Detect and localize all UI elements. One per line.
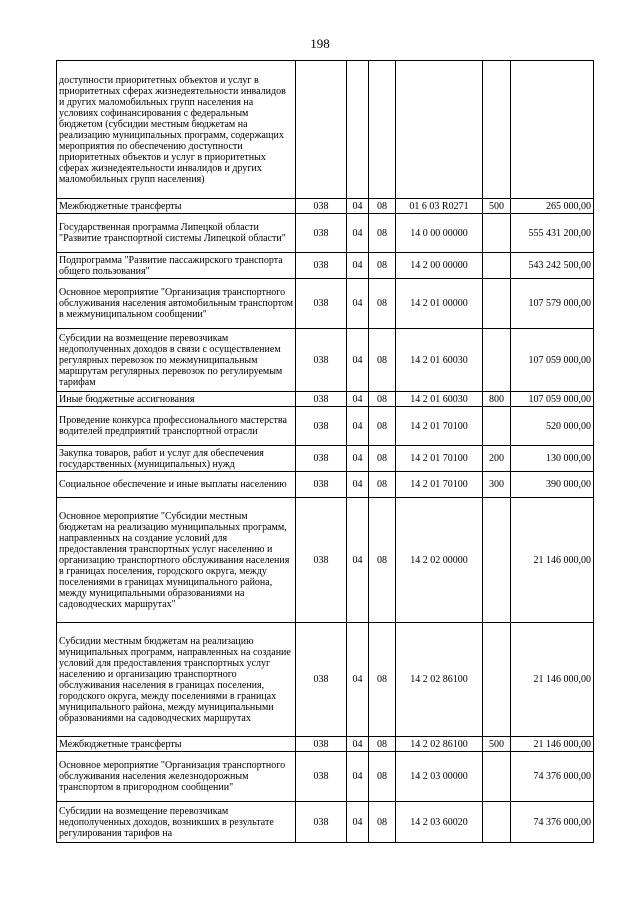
row-amount: 130 000,00 [511, 446, 594, 472]
row-subsection: 08 [369, 214, 396, 253]
row-subsection: 08 [369, 498, 396, 623]
row-section: 04 [347, 498, 369, 623]
row-section: 04 [347, 392, 369, 407]
row-subsection: 08 [369, 279, 396, 329]
row-ministry: 038 [296, 498, 347, 623]
row-ministry: 038 [296, 279, 347, 329]
row-vr: 200 [483, 446, 511, 472]
row-target: 14 2 01 00000 [396, 279, 483, 329]
row-subsection: 08 [369, 199, 396, 214]
row-target [396, 61, 483, 199]
row-vr: 500 [483, 737, 511, 752]
row-vr: 300 [483, 472, 511, 498]
row-section: 04 [347, 329, 369, 392]
row-name: Субсидии на возмещение перевозчикам недополученных доходов в связи с осуществлением регулярных перевозок по межмуниципальным маршрутам регулярных перевозок по регулируемым тарифам [57, 329, 296, 392]
row-amount: 21 146 000,00 [511, 623, 594, 737]
row-subsection: 08 [369, 329, 396, 392]
row-name: Основное мероприятие "Субсидии местным бюджетам на реализацию муниципальных программ, направленных на создание условий для предоставления транспортных услуг населению и организацию транспортного обслуживания населения в границах поселения, городского округа, между поселениями в границах муниципального района, между муниципальными образованиями на садоводческих маршрутах" [57, 498, 296, 623]
row-name: Субсидии местным бюджетам на реализацию муниципальных программ, направленных на создание условий для предоставления транспортных услуг населению и организацию транспортного обслуживания населения в границах поселения, городского округа, между поселениями в границах муниципального района, между муниципальными образованиями на садоводческих маршрутах [57, 623, 296, 737]
row-section: 04 [347, 446, 369, 472]
row-subsection: 08 [369, 407, 396, 446]
row-ministry: 038 [296, 407, 347, 446]
budget-table [56, 60, 594, 843]
row-vr [483, 623, 511, 737]
row-amount: 555 431 200,00 [511, 214, 594, 253]
row-name: Иные бюджетные ассигнования [57, 392, 296, 407]
row-subsection: 08 [369, 472, 396, 498]
row-ministry: 038 [296, 199, 347, 214]
table-row [57, 329, 594, 392]
row-ministry: 038 [296, 472, 347, 498]
row-name: Государственная программа Липецкой области "Развитие транспортной системы Липецкой области" [57, 214, 296, 253]
row-section: 04 [347, 253, 369, 279]
row-section: 04 [347, 214, 369, 253]
row-target: 14 2 02 86100 [396, 623, 483, 737]
row-section: 04 [347, 279, 369, 329]
row-name: Межбюджетные трансферты [57, 199, 296, 214]
table-row [57, 802, 594, 843]
table-row [57, 253, 594, 279]
table-row [57, 392, 594, 407]
table-row [57, 623, 594, 737]
row-target: 14 2 01 70100 [396, 472, 483, 498]
table-row [57, 61, 594, 199]
row-target: 14 2 01 70100 [396, 407, 483, 446]
row-subsection: 08 [369, 737, 396, 752]
row-ministry: 038 [296, 329, 347, 392]
row-subsection: 08 [369, 446, 396, 472]
row-target: 14 2 03 60020 [396, 802, 483, 843]
table-row [57, 407, 594, 446]
table-row [57, 737, 594, 752]
row-vr [483, 279, 511, 329]
row-target: 14 2 03 00000 [396, 752, 483, 802]
row-amount: 520 000,00 [511, 407, 594, 446]
row-amount: 107 059 000,00 [511, 329, 594, 392]
row-subsection: 08 [369, 623, 396, 737]
table-row [57, 472, 594, 498]
table-row [57, 214, 594, 253]
row-target: 14 2 02 86100 [396, 737, 483, 752]
row-target: 14 0 00 00000 [396, 214, 483, 253]
row-target: 14 2 02 00000 [396, 498, 483, 623]
row-ministry: 038 [296, 623, 347, 737]
row-ministry: 038 [296, 737, 347, 752]
row-target: 14 2 01 60030 [396, 392, 483, 407]
row-amount: 21 146 000,00 [511, 737, 594, 752]
row-vr: 500 [483, 199, 511, 214]
row-vr [483, 498, 511, 623]
row-amount: 543 242 500,00 [511, 253, 594, 279]
table-row [57, 752, 594, 802]
row-vr: 800 [483, 392, 511, 407]
row-target: 01 6 03 R0271 [396, 199, 483, 214]
row-vr [483, 61, 511, 199]
table-row [57, 199, 594, 214]
page-number: 198 [310, 36, 330, 51]
row-section: 04 [347, 623, 369, 737]
row-ministry: 038 [296, 446, 347, 472]
row-target: 14 2 00 00000 [396, 253, 483, 279]
row-amount: 107 059 000,00 [511, 392, 594, 407]
row-section: 04 [347, 802, 369, 843]
row-amount: 265 000,00 [511, 199, 594, 214]
row-subsection: 08 [369, 392, 396, 407]
row-name: Закупка товаров, работ и услуг для обеспечения государственных (муниципальных) нужд [57, 446, 296, 472]
row-section: 04 [347, 199, 369, 214]
row-vr [483, 752, 511, 802]
row-section: 04 [347, 472, 369, 498]
row-target: 14 2 01 70100 [396, 446, 483, 472]
table-row [57, 279, 594, 329]
row-vr [483, 802, 511, 843]
row-name: Социальное обеспечение и иные выплаты населению [57, 472, 296, 498]
row-name: Основное мероприятие "Организация транспортного обслуживания населения железнодорожным транспортом в пригородном сообщении" [57, 752, 296, 802]
row-subsection: 08 [369, 752, 396, 802]
row-name: Межбюджетные трансферты [57, 737, 296, 752]
row-ministry: 038 [296, 752, 347, 802]
row-vr [483, 253, 511, 279]
row-ministry: 038 [296, 392, 347, 407]
row-name: Субсидии на возмещение перевозчикам недополученных доходов, возникших в результате регулирования тарифов на [57, 802, 296, 843]
row-section: 04 [347, 407, 369, 446]
row-name: Подпрограмма "Развитие пассажирского транспорта общего пользования" [57, 253, 296, 279]
row-ministry: 038 [296, 253, 347, 279]
table-row [57, 498, 594, 623]
row-amount: 390 000,00 [511, 472, 594, 498]
row-amount: 21 146 000,00 [511, 498, 594, 623]
row-section: 04 [347, 737, 369, 752]
row-amount: 74 376 000,00 [511, 752, 594, 802]
row-ministry: 038 [296, 214, 347, 253]
row-subsection: 08 [369, 253, 396, 279]
row-vr [483, 329, 511, 392]
row-section [347, 61, 369, 199]
row-subsection: 08 [369, 802, 396, 843]
row-name: доступности приоритетных объектов и услуг в приоритетных сферах жизнедеятельности инвалидов и других маломобильных групп населения на условиях софинансирования с федеральным бюджетом (субсидии местным бюджетам на реализацию муниципальных программ, содержащих мероприятия по обеспечению доступности приоритетных объектов и услуг в приоритетных сферах жизнедеятельности инвалидов и других маломобильных групп населения) [57, 61, 296, 199]
row-target: 14 2 01 60030 [396, 329, 483, 392]
row-ministry: 038 [296, 802, 347, 843]
row-name: Проведение конкурса профессионального мастерства водителей предприятий транспортной отрасли [57, 407, 296, 446]
row-vr [483, 214, 511, 253]
row-ministry [296, 61, 347, 199]
row-amount: 74 376 000,00 [511, 802, 594, 843]
table-row [57, 446, 594, 472]
row-amount [511, 61, 594, 199]
row-section: 04 [347, 752, 369, 802]
row-amount: 107 579 000,00 [511, 279, 594, 329]
row-subsection [369, 61, 396, 199]
row-name: Основное мероприятие "Организация транспортного обслуживания населения автомобильным транспортом в межмуниципальном сообщении" [57, 279, 296, 329]
row-vr [483, 407, 511, 446]
